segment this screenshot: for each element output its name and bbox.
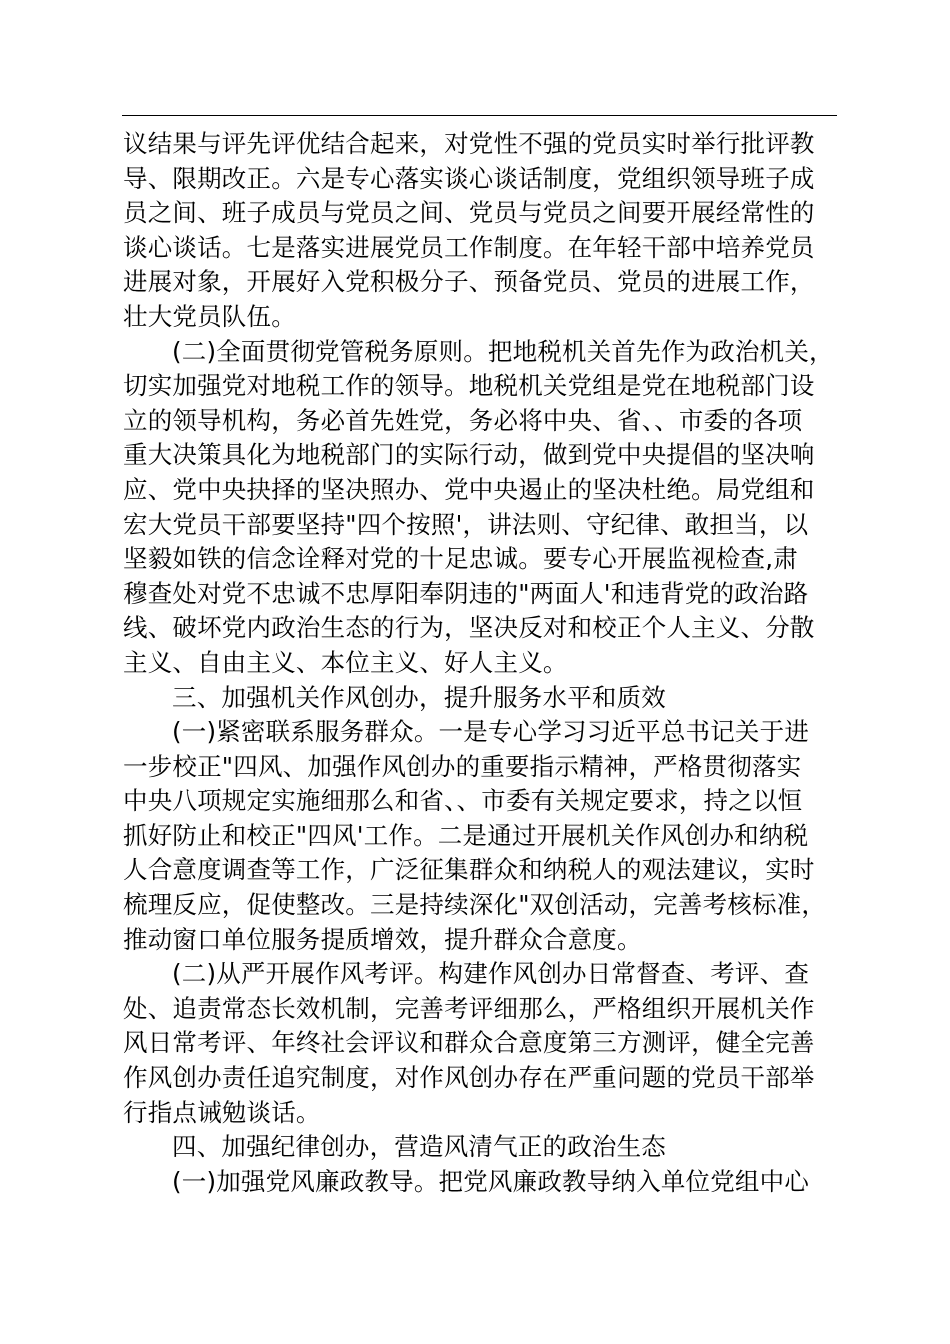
paragraph (123, 127, 835, 335)
text-line: 作风创办责任追究制度，对作风创办存在严重问题的党员干部举 (123, 1063, 815, 1093)
text-line: 人合意度调查等工作，广泛征集群众和纳税人的观法建议，实时 (123, 855, 815, 885)
text-line: 导、限期改正。六是专心落实谈心谈话制度，党组织领导班子成 (123, 163, 815, 193)
text-line: 壮大党员队伍。 (123, 301, 296, 331)
text-line: 员之间、班子成员与党员之间、党员与党员之间要开展经常性的 (123, 198, 815, 228)
text-line: 中央八项规定实施细那么和省、、市委有关规定要求，持之以恒 (123, 786, 803, 816)
text-line: 行指点诫勉谈话。 (123, 1097, 321, 1127)
paragraph (123, 715, 835, 957)
text-line: 应、党中央抉择的坚决照办、党中央遏止的坚决杜绝。局党组和 (123, 474, 815, 504)
paragraph (123, 1165, 835, 1200)
text-line: (一)紧密联系服务群众。一是专心学习习近平总书记关于进 (172, 717, 810, 747)
text-line: 推动窗口单位服务提质增效，提升群众合意度。 (123, 924, 642, 954)
header-rule (122, 115, 837, 116)
text-line: 进展对象，开展好入党积极分子、预备党员、党员的进展工作， (123, 267, 815, 297)
text-line: 梳理反应，促使整改。三是持续深化"双创活动，完善考核标准， (123, 890, 827, 920)
document-body (123, 127, 835, 1199)
text-line: 宏大党员干部要坚持"四个按照'，讲法则、守纪律、敢担当，以 (123, 509, 809, 539)
text-line: 四、加强纪律创办，营造风清气正的政治生态 (172, 1132, 666, 1162)
paragraph (123, 681, 835, 716)
text-line: 议结果与评先评优结合起来，对党性不强的党员实时举行批评教 (123, 129, 815, 158)
text-line: (二)全面贯彻党管税务原则。把地税机关首先作为政治机关， (172, 336, 834, 366)
text-line: 坚毅如铁的信念诠释对党的十足忠诚。要专心开展监视检查,肃 (123, 544, 798, 574)
text-line: 抓好防止和校正"四风'工作。二是通过开展机关作风创办和纳税 (123, 820, 809, 850)
text-line: (一)加强党风廉政教导。把党风廉政教导纳入单位党组中心 (172, 1166, 810, 1196)
text-line: 处、追责常态长效机制，完善考评细那么，严格组织开展机关作 (123, 993, 815, 1023)
text-line: 重大决策具化为地税部门的实际行动，做到党中央提倡的坚决响 (123, 440, 815, 470)
paragraph (123, 335, 835, 681)
text-line: 风日常考评、年终社会评议和群众合意度第三方测评，健全完善 (123, 1028, 815, 1058)
text-line: 一步校正"四风、加强作风创办的重要指示精神，严格贯彻落实 (123, 751, 802, 781)
text-line: 三、加强机关作风创办，提升服务水平和质效 (172, 682, 666, 712)
text-line: 线、破坏党内政治生态的行为，坚决反对和校正个人主义、分散 (123, 613, 815, 643)
text-line: 谈心谈话。七是落实进展党员工作制度。在年轻干部中培养党员 (123, 232, 815, 262)
text-line: (二)从严开展作风考评。构建作风创办日常督查、考评、查 (172, 959, 810, 989)
text-line: 穆查处对党不忠诚不忠厚阳奉阴违的"两面人'和违背党的政治路 (123, 578, 809, 608)
paragraph (123, 1130, 835, 1165)
paragraph (123, 957, 835, 1130)
text-line: 切实加强党对地税工作的领导。地税机关党组是党在地税部门设 (123, 371, 815, 401)
text-line: 立的领导机构，务必首先姓党，务必将中央、省、、市委的各项 (123, 405, 803, 435)
text-line: 主义、自由主义、本位主义、好人主义。 (123, 647, 568, 677)
